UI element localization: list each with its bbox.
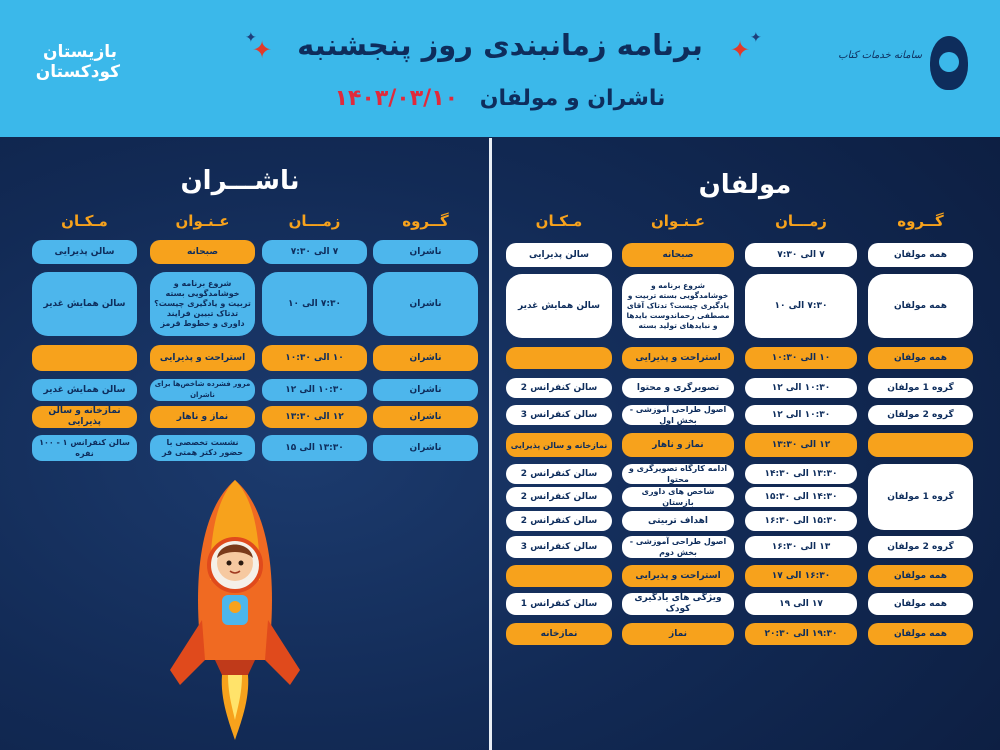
author-time: ۷ الی ۷:۳۰ bbox=[745, 243, 857, 267]
subtitle-text: ناشران و مولفان bbox=[479, 86, 666, 111]
author-time: ۷:۳۰ الی ۱۰ bbox=[745, 274, 857, 338]
author-place: سالن کنفرانس 2 bbox=[506, 378, 612, 398]
publisher-title: شروع برنامه و خوشامدگویی بسته تربیت و یادگیری چیست؟ تدتاک تبیین فرایند داوری و خطوط قرمز bbox=[150, 272, 255, 336]
publisher-group: ناشران bbox=[373, 435, 478, 461]
author-time: ۱۳ الی ۱۶:۳۰ bbox=[745, 536, 857, 558]
author-title: ادامه کارگاه تصویرگری و محتوا bbox=[622, 464, 734, 484]
author-title: شاخص های داوری بازستان bbox=[622, 487, 734, 507]
center-divider bbox=[489, 138, 492, 750]
publisher-logo bbox=[838, 34, 968, 94]
author-time: ۱۰:۳۰ الی ۱۲ bbox=[745, 405, 857, 425]
author-title: تصویرگری و محتوا bbox=[622, 378, 734, 398]
logo-left-line1: بازیستان bbox=[42, 42, 118, 62]
author-time: ۱۵:۳۰ الی ۱۶:۳۰ bbox=[745, 511, 857, 531]
publisher-place: سالن همایش غدیر bbox=[32, 272, 137, 336]
publishers-header-place: مـکـان bbox=[61, 212, 108, 230]
author-place: سالن کنفرانس 3 bbox=[506, 536, 612, 558]
author-title: اهداف تربیتی bbox=[622, 511, 734, 531]
authors-header-place: مـکـان bbox=[535, 212, 583, 230]
logo-right-text: سامانه خدمات کتاب bbox=[838, 50, 922, 61]
author-place: سالن همایش غدیر bbox=[506, 274, 612, 338]
publisher-group: ناشران bbox=[373, 240, 478, 264]
publisher-place: نمازخانه و سالن پذیرایی bbox=[32, 406, 137, 428]
publisher-title: صبحانه bbox=[150, 240, 255, 264]
author-group: همه مولفان bbox=[868, 347, 973, 369]
header-banner bbox=[0, 0, 1000, 137]
author-title: اصول طراحی آموزشی - بخش دوم bbox=[622, 536, 734, 558]
author-time: ۱۷ الی ۱۹ bbox=[745, 593, 857, 615]
publisher-place bbox=[32, 345, 137, 371]
author-place: سالن کنفرانس 3 bbox=[506, 405, 612, 425]
date-text: ۱۴۰۳/۰۳/۱۰ bbox=[334, 86, 459, 111]
authors-header-time: زمـــان bbox=[775, 212, 827, 230]
author-place: نمازخانه و سالن پذیرایی bbox=[506, 433, 612, 457]
author-time: ۱۴:۳۰ الی ۱۵:۳۰ bbox=[745, 487, 857, 507]
author-time: ۱۶:۳۰ الی ۱۷ bbox=[745, 565, 857, 587]
publishers-header-time: زمـــان bbox=[288, 212, 341, 230]
publisher-title: نشست تخصصی با حضور دکتر همتی فر bbox=[150, 435, 255, 461]
publisher-place: سالن پذیرایی bbox=[32, 240, 137, 264]
author-group bbox=[868, 433, 973, 457]
author-place bbox=[506, 347, 612, 369]
publisher-group: ناشران bbox=[373, 272, 478, 336]
author-group: همه مولفان bbox=[868, 565, 973, 587]
author-title: استراحت و پذیرایی bbox=[622, 347, 734, 369]
author-title: استراحت و پذیرایی bbox=[622, 565, 734, 587]
publisher-time: ۱۲ الی ۱۳:۳۰ bbox=[262, 406, 367, 428]
sparkle-icon: ✦ bbox=[750, 30, 762, 46]
publisher-title: استراحت و پذیرایی bbox=[150, 345, 255, 371]
publisher-group: ناشران bbox=[373, 345, 478, 371]
publisher-group: ناشران bbox=[373, 406, 478, 428]
author-time: ۱۲ الی ۱۳:۳۰ bbox=[745, 433, 857, 457]
author-place: نمازخانه bbox=[506, 623, 612, 645]
publisher-group: ناشران bbox=[373, 379, 478, 401]
author-title: نماز bbox=[622, 623, 734, 645]
author-group: همه مولفان bbox=[868, 274, 973, 338]
sparkle-icon: ✦ bbox=[245, 30, 257, 46]
logo-left-line2: کودکستان bbox=[35, 62, 120, 82]
author-group: گروه 2 مولفان bbox=[868, 536, 973, 558]
authors-header-group: گــروه bbox=[897, 212, 944, 230]
author-group: همه مولفان bbox=[868, 623, 973, 645]
author-time: ۱۳:۳۰ الی ۱۴:۳۰ bbox=[745, 464, 857, 484]
publishers-header-title: عـنـوان bbox=[175, 212, 230, 230]
author-place: سالن کنفرانس 1 bbox=[506, 593, 612, 615]
publisher-title: مرور فشرده شاخص‌ها برای ناشران bbox=[150, 379, 255, 401]
author-title: نماز و ناهار bbox=[622, 433, 734, 457]
logo-mark-icon bbox=[930, 36, 968, 90]
author-time: ۱۰ الی ۱۰:۳۰ bbox=[745, 347, 857, 369]
author-place: سالن کنفرانس 2 bbox=[506, 464, 612, 484]
author-title: اصول طراحی آموزشی - بخش اول bbox=[622, 405, 734, 425]
author-place bbox=[506, 565, 612, 587]
publisher-time: ۷:۳۰ الی ۱۰ bbox=[262, 272, 367, 336]
publisher-time: ۱۰ الی ۱۰:۳۰ bbox=[262, 345, 367, 371]
publishers-title: ناشـــران bbox=[180, 166, 300, 196]
publisher-time: ۱۰:۳۰ الی ۱۲ bbox=[262, 379, 367, 401]
author-group: گروه 1 مولفان bbox=[868, 464, 973, 530]
rocket-illustration bbox=[160, 470, 310, 750]
author-place: سالن کنفرانس 2 bbox=[506, 511, 612, 531]
page-title: برنامه زمانبندی روز پنجشنبه bbox=[297, 28, 703, 62]
author-group: همه مولفان bbox=[868, 243, 973, 267]
sparkle-icon: ✦ bbox=[252, 36, 273, 64]
author-time: ۱۹:۳۰ الی ۲۰:۳۰ bbox=[745, 623, 857, 645]
sparkle-icon: ✦ bbox=[730, 36, 751, 64]
authors-title: مولفان bbox=[698, 170, 792, 200]
publisher-place: سالن همایش غدیر bbox=[32, 379, 137, 401]
author-title: شروع برنامه و خوشامدگویی بسته تربیت و یادگیری چیست؟ تدتاک آقای مصطفی رحماندوست بایدها و نبایدهای تولید بسته bbox=[622, 274, 734, 338]
publisher-title: نماز و ناهار bbox=[150, 406, 255, 428]
author-place: سالن پذیرایی bbox=[506, 243, 612, 267]
publisher-time: ۱۳:۳۰ الی ۱۵ bbox=[262, 435, 367, 461]
publishers-header-group: گــروه bbox=[402, 212, 449, 230]
author-title: صبحانه bbox=[622, 243, 734, 267]
author-group: گروه 1 مولفان bbox=[868, 378, 973, 398]
author-time: ۱۰:۳۰ الی ۱۲ bbox=[745, 378, 857, 398]
author-title: ویژگی های یادگیری کودک bbox=[622, 593, 734, 615]
author-group: همه مولفان bbox=[868, 593, 973, 615]
publisher-time: ۷ الی ۷:۳۰ bbox=[262, 240, 367, 264]
authors-header-title: عـنـوان bbox=[651, 212, 705, 230]
author-place: سالن کنفرانس 2 bbox=[506, 487, 612, 507]
author-group: گروه 2 مولفان bbox=[868, 405, 973, 425]
publisher-place: سالن کنفرانس ۱ - ۱۰۰ نفره bbox=[32, 435, 137, 461]
